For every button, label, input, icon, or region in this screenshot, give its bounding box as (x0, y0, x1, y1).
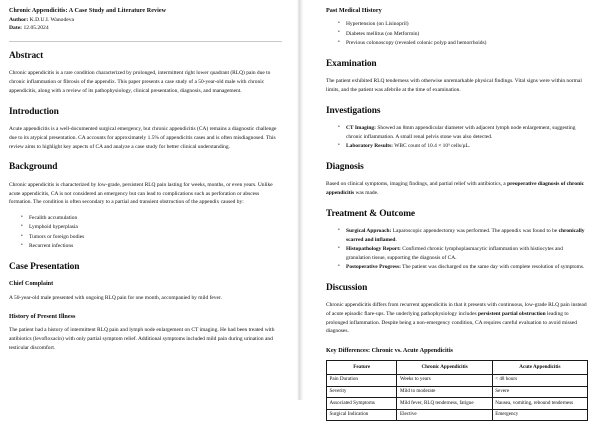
author-value: K.D.U.I. Wanodeva (28, 16, 75, 23)
table-cell-acute: Nausea, vomiting, rebound tenderness (492, 398, 587, 410)
section-abstract (9, 51, 282, 96)
section-introduction (9, 107, 282, 152)
background-heading: Background (9, 162, 58, 173)
discussion-text-c: leading to prolonged inflammation. Despite being a non-emergency condition, CA requires careful evaluation to avoid missed diagnoses. (326, 310, 578, 335)
list-item (346, 263, 588, 272)
diagnosis-emphasis: preoperative diagnosis of chronic appendicitis (326, 181, 585, 196)
treatment-text-a: Laparoscopic appendectomy was performed. The appendix was found to be (391, 228, 559, 235)
section-background (9, 162, 282, 251)
diagnosis-text-after: was made. (354, 189, 379, 196)
treatment-text-a: Confirmed chronic lymphoplasmacytic inflammation with histiocytes and granulation tissue, supporting the diagnosis of CA. (346, 245, 563, 261)
history-present-illness-text: The patient had a history of intermittent RLQ pain and lymph node enlargement on CT imaging. He had been treated with antibiotics (levofloxacin) with only partial symptom relief. Additional symptoms included mild pain during urination and testicular discomfort. (9, 326, 275, 351)
section-past-medical-history (326, 7, 588, 48)
table-header-row (327, 361, 588, 375)
table-cell-feature: Surgical Indication (327, 409, 397, 421)
diagnosis-text-before: Based on clinical symptoms, imaging findings, and partial relief with antibiotics, a (326, 181, 508, 188)
past-medical-history-list (326, 20, 588, 47)
discussion-emphasis: persistent partial obstruction (477, 310, 546, 317)
section-case-presentation (9, 262, 282, 352)
table-cell-chronic: Mild to moderate (397, 386, 492, 398)
page-right (304, 0, 600, 418)
table-row (327, 398, 588, 410)
list-item: • Fecalith accumulation (29, 214, 282, 223)
introduction-text: Acute appendicitis is a well-documented surgical emergency, but chronic appendicitis (CA) remains a diagnostic challenge due to its atypical presentation. CA accounts for approximately 1.5% of appendicitis cases and is often misdiagnosed. This review aims to highlight key aspects of CA and analyze a case study for better clinical understanding. (9, 125, 277, 150)
list-item: • Previous colonoscopy (revealed colonic polyp and hemorrhoids) (346, 39, 588, 48)
list-item: • Lymphoid hyperplasia (29, 223, 282, 232)
table-cell-feature: Pain Duration (327, 374, 397, 386)
list-item: • Tumors or foreign bodies (29, 233, 282, 242)
discussion-heading: Discussion (326, 282, 368, 293)
document-header (9, 7, 282, 32)
section-investigations (326, 106, 588, 151)
treatment-label: Histopathology Report: (346, 245, 401, 252)
diagnosis-heading: Diagnosis (326, 161, 364, 172)
list-item (346, 142, 588, 151)
table-cell-acute: < 48 hours (492, 374, 587, 386)
background-causes-list (9, 214, 282, 251)
list-item (346, 245, 588, 262)
investigation-text: WBC count of 10.4 × 10³ cells/µL. (392, 143, 471, 150)
treatment-label: Postoperative Progress: (346, 263, 401, 270)
page-title: Chronic Appendicitis: A Case Study and Literature Review (9, 8, 167, 14)
column-header-chronic: Chronic Appendicitis (397, 361, 492, 375)
treatment-label: Surgical Approach: (346, 228, 392, 235)
table-cell-feature: Associated Symptoms (327, 398, 397, 410)
author-label: Author: (9, 16, 29, 23)
table-row (327, 374, 588, 386)
past-medical-history-heading: Past Medical History (326, 7, 382, 14)
list-item: • Diabetes mellitus (on Metformin) (346, 30, 588, 39)
investigations-heading: Investigations (326, 105, 381, 116)
discussion-text-a: Chronic appendicitis differs from recurrent appendicitis in that it presents with continuous, low-grade RLQ pain instead of acute episodic flare-ups. The underlying pathophysiology includes (326, 301, 587, 317)
section-examination (326, 59, 588, 95)
key-differences-table (326, 360, 588, 421)
table-cell-acute: Severe (492, 386, 587, 398)
section-key-differences-table (326, 347, 588, 421)
table-cell-acute: Emergency (492, 409, 587, 421)
header-divider (9, 41, 282, 42)
investigation-label: CT Imaging: (346, 125, 376, 132)
treatment-text-a: The patient was discharged on the same day with complete resolution of symptoms. (400, 263, 585, 270)
list-item (346, 227, 588, 244)
treatment-outcome-heading: Treatment & Outcome (326, 208, 415, 219)
table-title: Key Differences: Chronic vs. Acute Appendicitis (326, 347, 453, 355)
section-diagnosis (326, 162, 588, 198)
examination-heading: Examination (326, 58, 377, 69)
discussion-text (326, 301, 588, 336)
investigation-text: Showed an 8mm appendicular diameter with adjacent lymph node enlargement, suggesting chronic inflammation. A small renal pelvis stone was also detected. (346, 125, 576, 140)
abstract-text: Chronic appendicitis is a rare condition characterized by prolonged, intermittent right lower quadrant (RLQ) pain due to chronic inflammation or fibrosis of the appendix. This paper presents a case study of a 50-year-old male with chronic appendicitis, along with a review of its pathophysiology, clinical presentation, diagnosis, and management. (9, 70, 271, 94)
case-presentation-heading: Case Presentation (9, 261, 80, 272)
treatment-emphasis: chronically scarred and inflamed (346, 228, 585, 243)
diagnosis-text (326, 180, 588, 198)
page-gutter (296, 0, 304, 400)
introduction-heading: Introduction (9, 106, 59, 117)
table-cell-chronic: Weeks to years (397, 374, 492, 386)
column-header-acute: Acute Appendicitis (492, 361, 587, 375)
list-item: • Hypertension (on Lisinopril) (346, 20, 588, 29)
list-item: • Recurrent infections (29, 242, 282, 251)
column-header-feature: Feature (327, 361, 397, 375)
treatment-outcome-list (326, 227, 588, 272)
chief-complaint-text: A 50-year-old male presented with ongoing RLQ pain for one month, accompanied by mild fever. (9, 294, 222, 301)
examination-text: The patient exhibited RLQ tenderness with otherwise unremarkable physical findings. Vital signs were within normal limits, and the patient was afebrile at the time of examination. (326, 78, 582, 94)
list-item (346, 124, 588, 141)
table-cell-chronic: Mild fever, RLQ tenderness, fatigue (397, 398, 492, 410)
section-treatment-outcome (326, 209, 588, 272)
table-row (327, 409, 588, 421)
date-label: Date: (9, 24, 23, 31)
treatment-text-c: . (395, 236, 397, 243)
date-value: 12.05.2024 (22, 24, 49, 31)
section-discussion (326, 283, 588, 337)
investigations-list (326, 124, 588, 151)
background-text: Chronic appendicitis is characterized by low-grade, persistent RLQ pain lasting for weeks, months, or even years. Unlike acute appendicitis, CA is not considered an emergency but can lead to complications such as perforation or abscess formation. The condition is often secondary to a partial and transient obstruction of the appendix caused by: (9, 181, 273, 206)
author-line (9, 16, 282, 24)
abstract-heading: Abstract (9, 50, 44, 61)
history-present-illness-heading: History of Present Illness (9, 312, 76, 320)
chief-complaint-heading: Chief Complaint (9, 280, 54, 288)
page-left (0, 0, 296, 400)
table-cell-feature: Severity (327, 386, 397, 398)
investigation-label: Laboratory Results: (346, 143, 393, 150)
date-line (9, 24, 282, 32)
table-cell-chronic: Elective (397, 409, 492, 421)
table-row (327, 386, 588, 398)
